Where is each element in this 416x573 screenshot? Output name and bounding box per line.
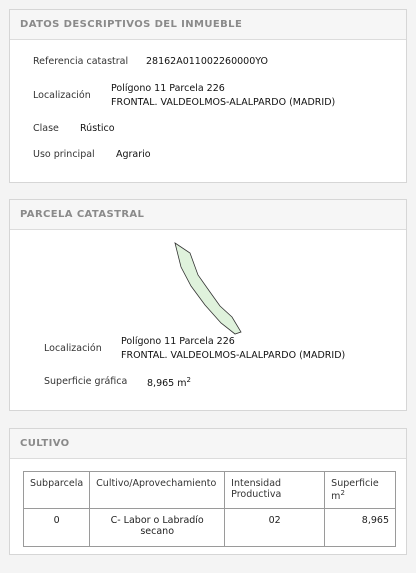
cultivo-table [23,471,396,547]
superficie-unit-superscript: 2 [186,376,191,384]
cell-subparcela: 0 [24,509,90,547]
parcela-localizacion-line2: FRONTAL. VALDEOLMOS-ALALPARDO (MADRID) [121,350,346,361]
superficie-grafica-number: 8,965 m [147,378,187,390]
cell-intensidad: 02 [225,509,325,547]
cultivo-header: CULTIVO [10,429,406,459]
cultivo-table-header-row [24,472,396,509]
localizacion-line2: FRONTAL. VALDEOLMOS-ALALPARDO (MADRID) [111,97,336,108]
clase-label: Clase [33,123,59,134]
parcela-localizacion-label: Localización [44,343,102,354]
referencia-catastral-value[interactable]: 28162A011002260000YO [146,56,269,67]
parcela-catastral-panel [9,199,407,411]
col-superficie-text: Superficie m [331,478,379,503]
col-superficie-unit-superscript: 2 [340,489,345,497]
superficie-grafica-value [147,376,191,389]
uso-principal-value: Agrario [116,149,151,160]
parcel-map[interactable] [10,231,408,341]
cell-cultivo: C- Labor o Labradío secano [90,509,225,547]
uso-principal-label: Uso principal [33,149,95,160]
datos-descriptivos-header: DATOS DESCRIPTIVOS DEL INMUEBLE [10,10,406,40]
cell-superficie: 8,965 [325,509,396,547]
col-cultivo: Cultivo/Aprovechamiento [90,472,225,509]
clase-value: Rústico [80,123,115,134]
parcela-catastral-header: PARCELA CATASTRAL [10,200,406,230]
col-subparcela: Subparcela [24,472,90,509]
col-superficie [325,472,396,509]
table-row [24,509,396,547]
localizacion-label: Localización [33,90,91,101]
localizacion-line1: Polígono 11 Parcela 226 [111,83,225,94]
cultivo-panel [9,428,407,555]
col-intensidad: Intensidad Productiva [225,472,325,509]
superficie-grafica-label: Superficie gráfica [44,376,128,387]
datos-descriptivos-panel [9,9,407,183]
referencia-catastral-label: Referencia catastral [33,56,129,67]
parcel-shape [175,243,241,334]
parcela-localizacion-line1: Polígono 11 Parcela 226 [121,336,235,347]
